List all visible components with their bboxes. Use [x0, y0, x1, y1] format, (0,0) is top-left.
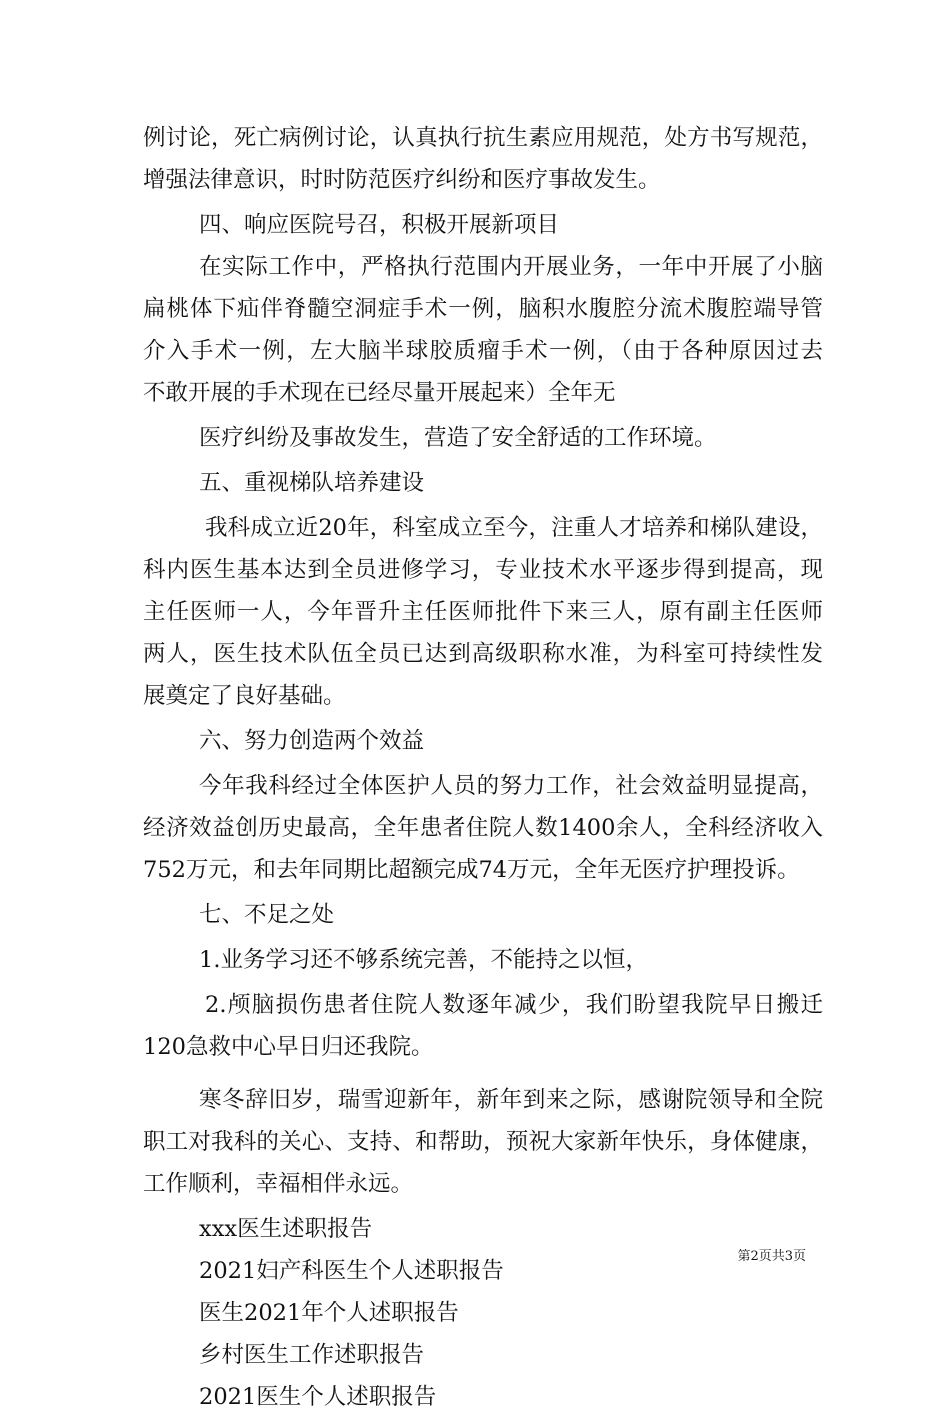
related-link[interactable]: xxx医生述职报告: [199, 1216, 373, 1242]
paragraph: [143, 1079, 823, 1205]
paragraph: [143, 765, 823, 891]
paragraph-line: 我科成立近20年，科室成立至今，注重人才培养和梯队建设，: [205, 515, 823, 541]
list-item: 1.业务学习还不够系统完善，不能持之以恒，: [199, 947, 648, 973]
list-item: [143, 984, 823, 1068]
related-link[interactable]: 2021妇产科医生个人述职报告: [199, 1258, 504, 1284]
paragraph-line: 工作顺利，幸福相伴永远。: [143, 1171, 414, 1197]
related-link[interactable]: 医生2021年个人述职报告: [199, 1300, 459, 1326]
related-link[interactable]: 乡村医生工作述职报告: [199, 1342, 425, 1368]
paragraph-line: 两人，医生技术队伍全员已达到高级职称水准，为科室可持续性发: [143, 641, 823, 667]
paragraph-line: 展奠定了良好基础。: [143, 683, 346, 709]
paragraph: [143, 246, 823, 414]
paragraph-line: 寒冬辞旧岁，瑞雪迎新年，新年到来之际，感谢院领导和全院: [199, 1087, 823, 1113]
paragraph-line: 2.颅脑损伤患者住院人数逐年减少，我们盼望我院早日搬迁: [205, 992, 823, 1018]
paragraph-line: 在实际工作中，严格执行范围内开展业务，一年中开展了小脑: [199, 254, 823, 280]
document-body: [143, 117, 823, 1418]
paragraph-line: 752万元，和去年同期比超额完成74万元，全年无医疗护理投诉。: [143, 857, 800, 883]
section-heading: 五、重视梯队培养建设: [199, 470, 425, 496]
paragraph-line: 主任医师一人，今年晋升主任医师批件下来三人，原有副主任医师: [143, 599, 823, 625]
paragraph: [143, 117, 823, 201]
paragraph: 医疗纠纷及事故发生，营造了安全舒适的工作环境。: [199, 425, 717, 451]
paragraph-line: 扁桃体下疝伴脊髓空洞症手术一例，脑积水腹腔分流术腹腔端导管: [143, 296, 823, 322]
paragraph-line: 120急救中心早日归还我院。: [143, 1034, 434, 1060]
paragraph-line: 职工对我科的关心、支持、和帮助，预祝大家新年快乐，身体健康，: [143, 1129, 823, 1155]
paragraph-line: 经济效益创历史最高，全年患者住院人数1400余人，全科经济收入: [143, 815, 823, 841]
page-number: 第2页共3页: [737, 1249, 806, 1264]
section-heading: 四、响应医院号召，积极开展新项目: [199, 212, 560, 238]
paragraph-line: 今年我科经过全体医护人员的努力工作，社会效益明显提高，: [199, 773, 823, 799]
paragraph: [143, 507, 823, 717]
related-list: [143, 1208, 823, 1418]
paragraph-line: 不敢开展的手术现在已经尽量开展起来）全年无: [143, 380, 616, 406]
related-link[interactable]: 2021医生个人述职报告: [199, 1384, 437, 1410]
section-heading: 六、努力创造两个效益: [199, 728, 425, 754]
paragraph-line: 科内医生基本达到全员进修学习，专业技术水平逐步得到提高，现: [143, 557, 823, 583]
section-heading: 七、不足之处: [199, 902, 335, 928]
paragraph-line: 例讨论，死亡病例讨论，认真执行抗生素应用规范，处方书写规范，: [143, 125, 823, 151]
paragraph-line: 增强法律意识，时时防范医疗纠纷和医疗事故发生。: [143, 167, 661, 193]
paragraph-line: 介入手术一例，左大脑半球胶质瘤手术一例，（由于各种原因过去: [143, 338, 823, 364]
